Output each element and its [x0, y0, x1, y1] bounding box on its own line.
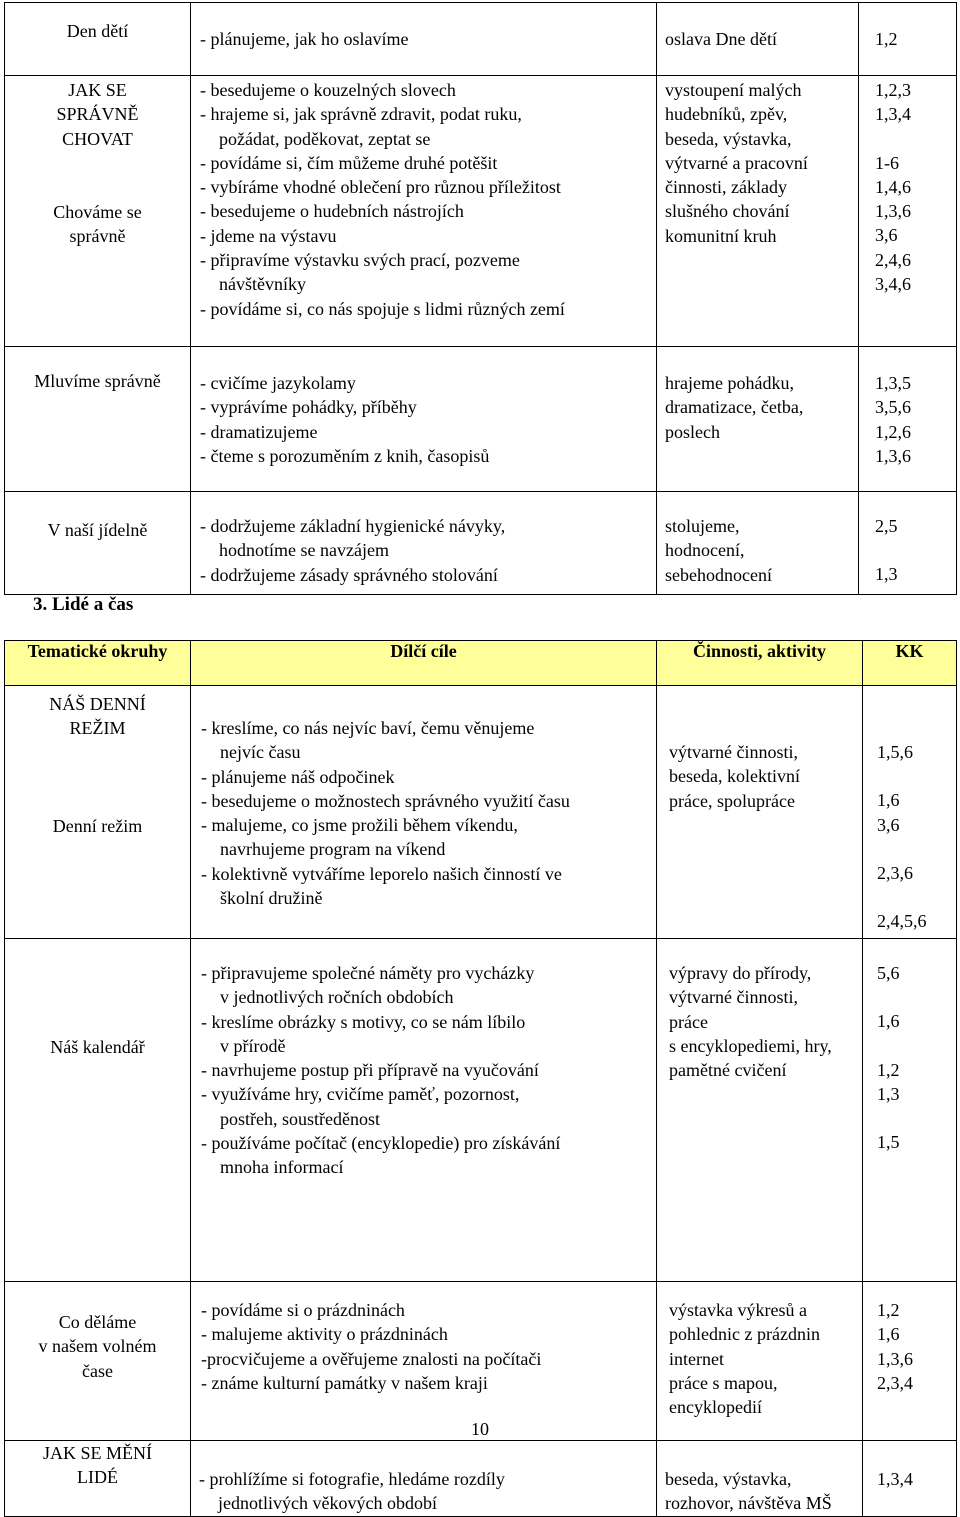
- goals-cell: [191, 1441, 657, 1517]
- goal-line: - vybíráme vhodné oblečení pro různou příležitost: [200, 177, 561, 198]
- activity-line: s encyklopediemi, hry,: [669, 1035, 832, 1056]
- topic-cell: [5, 1441, 191, 1517]
- column-header-topics: Tematické okruhy: [5, 641, 191, 686]
- curriculum-table-top: [4, 2, 957, 595]
- topic-label: čase: [82, 1360, 113, 1381]
- goal-line: - besedujeme o hudebních nástrojích: [200, 201, 464, 222]
- kk-value: 3,6: [877, 814, 900, 835]
- activity-line: pohlednic z prázdnin: [669, 1324, 820, 1345]
- goal-line: postřeh, soustředěnost: [220, 1108, 380, 1129]
- kk-value: 1,4,6: [875, 176, 911, 197]
- activity-line: oslava Dne dětí: [665, 29, 777, 49]
- topic-cell: [5, 939, 191, 1282]
- goal-line: hodnotíme se navzájem: [219, 540, 389, 561]
- topic-label: Mluvíme správně: [34, 371, 161, 391]
- activity-line: činnosti, základy: [665, 177, 787, 198]
- topic-cell: [5, 492, 191, 595]
- kk-value: 1,3,6: [875, 445, 911, 466]
- goal-line: - plánujeme, jak ho oslavíme: [200, 29, 409, 49]
- activity-line: dramatizace, četba,: [665, 397, 804, 418]
- activity-line: slušného chování: [665, 201, 790, 222]
- activity-line: pamětné cvičení: [669, 1060, 787, 1081]
- topic-label: Co děláme: [58, 1312, 137, 1332]
- goal-line: - navrhujeme postup při přípravě na vyučování: [201, 1060, 539, 1081]
- activity-line: hrajeme pohádku,: [665, 373, 794, 393]
- goal-line: - povídáme si, čím můžeme druhé potěšit: [200, 152, 498, 173]
- goal-line: - cvičíme jazykolamy: [200, 373, 356, 393]
- table-header-row: [5, 641, 957, 686]
- table-row: [5, 347, 957, 492]
- topic-label: v našem volném: [38, 1336, 157, 1357]
- page-number: 10: [471, 1419, 489, 1439]
- kk-value: 2,4,5,6: [877, 911, 927, 932]
- kk-value: 1,2: [877, 1300, 900, 1320]
- goals-cell: [191, 492, 657, 595]
- activity-line: výtvarné a pracovní: [665, 152, 808, 173]
- section-caps-line: JAK SE: [68, 80, 127, 100]
- activity-line: práce s mapou,: [669, 1372, 778, 1393]
- table-row: [5, 939, 957, 1282]
- kk-value: 1-6: [875, 152, 899, 173]
- kk-value: 3,6: [875, 225, 898, 246]
- kk-value: 1,6: [877, 790, 900, 811]
- section-caps-line: REŽIM: [69, 718, 126, 739]
- goal-line: - besedujeme o možnostech správného využití času: [201, 790, 570, 811]
- goal-line: - plánujeme náš odpočinek: [201, 766, 395, 787]
- goals-cell: [191, 76, 657, 347]
- kk-cell: [859, 3, 957, 76]
- activity-line: encyklopedií: [669, 1397, 762, 1418]
- goal-line: - hrajeme si, jak správně zdravit, podat ruku,: [200, 104, 522, 125]
- topic-label: Náš kalendář: [50, 1037, 145, 1057]
- kk-value: 1,3,4: [875, 104, 911, 125]
- section-caps-line: JAK SE MĚNÍ: [42, 1443, 152, 1463]
- kk-value: 1,3,4: [877, 1469, 913, 1489]
- column-header-goals: Dílčí cíle: [191, 641, 657, 686]
- goal-line: - povídáme si, co nás spojuje s lidmi různých zemí: [200, 298, 565, 319]
- goals-cell: [191, 686, 657, 939]
- kk-value: 5,6: [877, 963, 900, 983]
- topic-label: Chováme se: [53, 201, 142, 222]
- goal-line: v jednotlivých ročních obdobích: [220, 987, 454, 1008]
- activity-line: stolujeme,: [665, 516, 740, 536]
- goal-line: - kolektivně vytváříme leporelo našich činností ve: [201, 863, 562, 884]
- goals-cell: [191, 347, 657, 492]
- goals-cell: [191, 939, 657, 1282]
- activity-line: hudebníků, zpěv,: [665, 104, 788, 125]
- goal-line: - využíváme hry, cvičíme paměť, pozornost,: [201, 1084, 520, 1105]
- table-row: [5, 1282, 957, 1441]
- kk-value: 2,3,4: [877, 1372, 913, 1393]
- activities-cell: [657, 3, 859, 76]
- activities-cell: [657, 492, 859, 595]
- activity-line: komunitní kruh: [665, 225, 777, 246]
- topic-label: Den dětí: [66, 21, 129, 41]
- activities-cell: [657, 1441, 863, 1517]
- kk-value: 1,3: [875, 564, 898, 585]
- activity-line: vystoupení malých: [665, 80, 802, 100]
- kk-value: 1,3,6: [875, 201, 911, 222]
- topic-label: V naší jídelně: [47, 520, 148, 540]
- goal-line: - malujeme, co jsme prožili během víkendu,: [201, 815, 518, 836]
- activity-line: poslech: [665, 421, 720, 442]
- table-row: [5, 76, 957, 347]
- kk-value: 2,4,6: [875, 249, 911, 270]
- activities-cell: [657, 76, 859, 347]
- activities-cell: [657, 686, 863, 939]
- goal-line: jednotlivých věkových období: [218, 1493, 437, 1514]
- activity-line: sebehodnocení: [665, 564, 772, 585]
- kk-value: 3,4,6: [875, 274, 911, 295]
- table-row: [5, 3, 957, 76]
- kk-value: 2,3,6: [877, 862, 913, 883]
- goal-line: - povídáme si o prázdninách: [201, 1300, 405, 1320]
- kk-value: 1,3,6: [877, 1348, 913, 1369]
- goal-line: - používáme počítač (encyklopedie) pro získávání: [201, 1133, 561, 1154]
- goal-line: nejvíc času: [220, 742, 301, 763]
- activity-line: práce: [669, 1011, 708, 1032]
- topic-cell: [5, 3, 191, 76]
- table-row: [5, 686, 957, 939]
- activity-line: výstavka výkresů a: [669, 1300, 807, 1320]
- activity-line: výtvarné činnosti,: [669, 742, 798, 762]
- activities-cell: [657, 347, 859, 492]
- kk-value: 1,6: [877, 1011, 900, 1032]
- topic-label: správně: [69, 226, 126, 247]
- kk-value: 1,2: [877, 1059, 900, 1080]
- topic-label: Denní režim: [52, 815, 143, 836]
- goal-line: školní družině: [220, 888, 323, 909]
- goal-line: návštěvníky: [219, 274, 306, 295]
- kk-cell: [863, 1441, 957, 1517]
- goal-line: - prohlížíme si fotografie, hledáme rozdíly: [199, 1469, 505, 1489]
- section-caps-line: CHOVAT: [62, 128, 133, 149]
- activity-line: internet: [669, 1348, 724, 1369]
- kk-value: 1,6: [877, 1324, 900, 1345]
- section-caps-line: LIDÉ: [77, 1467, 118, 1488]
- goal-line: - kreslíme, co nás nejvíc baví, čemu věnujeme: [201, 718, 535, 738]
- activity-line: hodnocení,: [665, 540, 745, 561]
- activity-line: výpravy do přírody,: [669, 963, 812, 983]
- section-caps-line: SPRÁVNĚ: [56, 104, 139, 125]
- activity-line: výtvarné činnosti,: [669, 987, 798, 1008]
- kk-value: 1,3,5: [875, 373, 911, 393]
- column-header-kk: KK: [863, 641, 957, 686]
- kk-value: 1,2,6: [875, 421, 911, 442]
- goal-line: - dramatizujeme: [200, 421, 318, 442]
- table-row: [5, 492, 957, 595]
- kk-cell: [859, 492, 957, 595]
- goal-line: - malujeme aktivity o prázdninách: [201, 1324, 448, 1345]
- activities-cell: [657, 1282, 863, 1441]
- section-title: 3. Lidé a čas: [33, 594, 134, 615]
- activity-line: beseda, výstavka,: [665, 1469, 792, 1489]
- goal-line: -procvičujeme a ověřujeme znalosti na počítači: [201, 1348, 542, 1369]
- topic-cell: [5, 76, 191, 347]
- table-row: [5, 1441, 957, 1517]
- kk-value: 3,5,6: [875, 397, 911, 418]
- curriculum-table-lide-a-cas: [4, 640, 957, 1517]
- goal-line: - dodržujeme základní hygienické návyky,: [200, 516, 506, 536]
- goals-cell: [191, 1282, 657, 1441]
- topic-cell: [5, 347, 191, 492]
- kk-value: 1,5,6: [877, 742, 913, 762]
- kk-value: 1,3: [877, 1083, 900, 1104]
- kk-value: 1,2: [875, 29, 898, 49]
- activity-line: práce, spolupráce: [669, 790, 795, 811]
- goal-line: - připravujeme společné náměty pro vycházky: [201, 963, 535, 983]
- kk-cell: [863, 686, 957, 939]
- kk-cell: [863, 939, 957, 1282]
- kk-value: 1,5: [877, 1132, 900, 1153]
- activity-line: beseda, kolektivní: [669, 766, 800, 787]
- kk-cell: [859, 76, 957, 347]
- goal-line: - připravíme výstavku svých prací, pozveme: [200, 250, 520, 271]
- goals-cell: [191, 3, 657, 76]
- goal-line: - dodržujeme zásady správného stolování: [200, 564, 498, 585]
- kk-cell: [863, 1282, 957, 1441]
- goal-line: - vyprávíme pohádky, příběhy: [200, 397, 417, 418]
- kk-value: 1,2,3: [875, 80, 911, 100]
- activities-cell: [657, 939, 863, 1282]
- activity-line: beseda, výstavka,: [665, 128, 792, 149]
- goal-line: - kreslíme obrázky s motivy, co se nám líbilo: [201, 1011, 526, 1032]
- topic-cell: [5, 686, 191, 939]
- section-caps-line: NÁŠ DENNÍ: [49, 694, 146, 714]
- kk-cell: [859, 347, 957, 492]
- goal-line: - jdeme na výstavu: [200, 225, 337, 246]
- goal-line: požádat, poděkovat, zeptat se: [219, 128, 431, 149]
- goal-line: v přírodě: [220, 1035, 286, 1056]
- goal-line: mnoha informací: [220, 1157, 344, 1178]
- goal-line: - známe kulturní památky v našem kraji: [201, 1372, 488, 1393]
- goal-line: - čteme s porozuměním z knih, časopisů: [200, 445, 490, 466]
- goal-line: navrhujeme program na víkend: [220, 839, 446, 860]
- activity-line: rozhovor, návštěva MŠ: [665, 1493, 832, 1514]
- column-header-activities: Činnosti, aktivity: [657, 641, 863, 686]
- goal-line: - besedujeme o kouzelných slovech: [200, 80, 456, 100]
- kk-value: 2,5: [875, 516, 898, 536]
- topic-cell: [5, 1282, 191, 1441]
